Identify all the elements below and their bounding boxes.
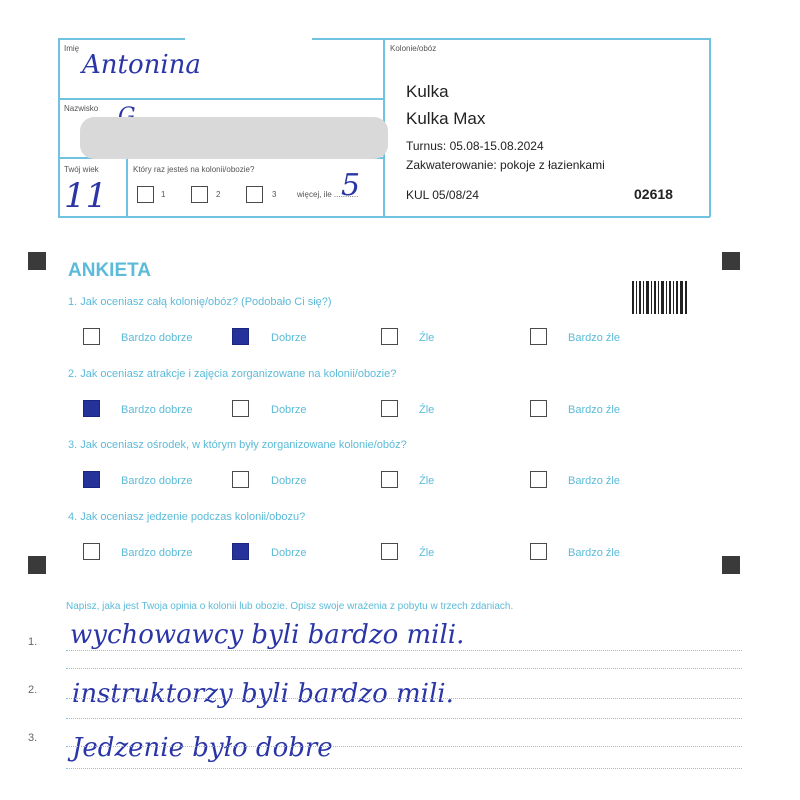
q3-option-label: Źle <box>419 475 435 487</box>
q2-option-label: Bardzo źle <box>568 404 620 416</box>
q4-checkbox-bardzo-zle[interactable] <box>530 543 547 560</box>
form-number: 02618 <box>634 186 673 202</box>
q1-checkbox-bardzo-zle[interactable] <box>530 328 547 345</box>
answer-line-2-dots <box>66 698 742 699</box>
barcode-icon <box>632 281 688 314</box>
times-more-value: 5 <box>341 168 361 203</box>
q3-option-label: Bardzo dobrze <box>121 475 193 487</box>
camp-name: Kulka <box>406 82 449 101</box>
surname-label: Nazwisko <box>64 104 99 113</box>
times-opt1-label: 1 <box>161 190 166 199</box>
q4-checkbox-dobrze[interactable] <box>232 543 249 560</box>
question-4-text: 4. Jak oceniasz jedzenie podczas kolonii/obozu? <box>68 511 306 523</box>
form-border-left <box>58 38 60 217</box>
q2-checkbox-zle[interactable] <box>381 400 398 417</box>
q1-option-label: Źle <box>419 332 435 344</box>
q3-option-label: Bardzo źle <box>568 475 620 487</box>
times-label: Który raz jesteś na kolonii/obozie? <box>133 165 255 174</box>
corner-marker-bottom-right <box>722 556 740 574</box>
answer-line-3-dots-b <box>66 768 742 769</box>
q2-checkbox-bardzo-dobrze[interactable] <box>83 400 100 417</box>
q4-option-label: Bardzo dobrze <box>121 547 193 559</box>
q2-option-label: Dobrze <box>271 404 307 416</box>
q1-checkbox-dobrze[interactable] <box>232 328 249 345</box>
q3-checkbox-zle[interactable] <box>381 471 398 488</box>
q4-checkbox-zle[interactable] <box>381 543 398 560</box>
camp-name-2: Kulka Max <box>406 109 486 128</box>
q1-checkbox-zle[interactable] <box>381 328 398 345</box>
q4-checkbox-bardzo-dobrze[interactable] <box>83 543 100 560</box>
q3-checkbox-bardzo-dobrze[interactable] <box>83 471 100 488</box>
line-number-1: 1. <box>28 636 38 648</box>
form-row-divider-1 <box>58 98 384 100</box>
question-1-text: 1. Jak oceniasz całą kolonię/obóz? (Podobało Ci się?) <box>68 296 332 308</box>
question-2-text: 2. Jak oceniasz atrakcje i zajęcia zorganizowane na kolonii/obozie? <box>68 368 397 380</box>
line-number-3: 3. <box>28 732 38 744</box>
times-checkbox-2[interactable] <box>191 186 208 203</box>
answer-line-3[interactable]: Jedzenie było dobre <box>72 733 333 763</box>
redaction-bar <box>80 117 388 159</box>
q1-option-label: Dobrze <box>271 332 307 344</box>
times-checkbox-1[interactable] <box>137 186 154 203</box>
corner-marker-top-left <box>28 252 46 270</box>
q4-option-label: Dobrze <box>271 547 307 559</box>
form-age-divider <box>126 157 128 217</box>
answer-line-1-dots <box>66 650 742 651</box>
times-opt3-label: 3 <box>272 190 277 199</box>
q2-checkbox-bardzo-zle[interactable] <box>530 400 547 417</box>
form-border-top-right <box>312 38 710 40</box>
q1-option-label: Bardzo źle <box>568 332 620 344</box>
q3-option-label: Dobrze <box>271 475 307 487</box>
q2-option-label: Źle <box>419 404 435 416</box>
answer-line-1-dots-b <box>66 668 742 669</box>
times-checkbox-3[interactable] <box>246 186 263 203</box>
line-number-2: 2. <box>28 684 38 696</box>
q3-checkbox-bardzo-zle[interactable] <box>530 471 547 488</box>
corner-marker-top-right <box>722 252 740 270</box>
turnus: Turnus: 05.08-15.08.2024 <box>406 139 544 153</box>
q2-option-label: Bardzo dobrze <box>121 404 193 416</box>
answer-line-2[interactable]: instruktorzy byli bardzo mili. <box>72 679 454 709</box>
opinion-prompt: Napisz, jaka jest Twoja opinia o kolonii lub obozie. Opisz swoje wrażenia z pobytu w trzech zdaniach. <box>66 601 514 612</box>
answer-line-1[interactable]: wychowawcy byli bardzo mili. <box>70 620 465 650</box>
name-label: Imię <box>64 44 80 53</box>
question-3-text: 3. Jak oceniasz ośrodek, w którym były zorganizowane kolonie/obóz? <box>68 439 407 451</box>
form-border-bottom <box>58 216 710 218</box>
times-opt2-label: 2 <box>216 190 221 199</box>
q4-option-label: Bardzo źle <box>568 547 620 559</box>
form-border-right <box>709 38 711 217</box>
q1-option-label: Bardzo dobrze <box>121 332 193 344</box>
age-value: 11 <box>64 176 108 216</box>
age-label: Twój wiek <box>64 165 99 174</box>
q4-option-label: Źle <box>419 547 435 559</box>
answer-line-2-dots-b <box>66 718 742 719</box>
q2-checkbox-dobrze[interactable] <box>232 400 249 417</box>
times-more-label: więcej, ile ........... <box>297 190 359 199</box>
q1-checkbox-bardzo-dobrze[interactable] <box>83 328 100 345</box>
camp-label: Kolonie/obóz <box>390 44 437 53</box>
corner-marker-bottom-left <box>28 556 46 574</box>
form-border-top-left <box>58 38 185 40</box>
q3-checkbox-dobrze[interactable] <box>232 471 249 488</box>
zakwaterowanie: Zakwaterowanie: pokoje z łazienkami <box>406 158 605 172</box>
answer-line-3-dots <box>66 746 742 747</box>
camp-code: KUL 05/08/24 <box>406 188 479 202</box>
survey-title: ANKIETA <box>68 260 152 281</box>
name-value: Antonina <box>82 50 201 80</box>
